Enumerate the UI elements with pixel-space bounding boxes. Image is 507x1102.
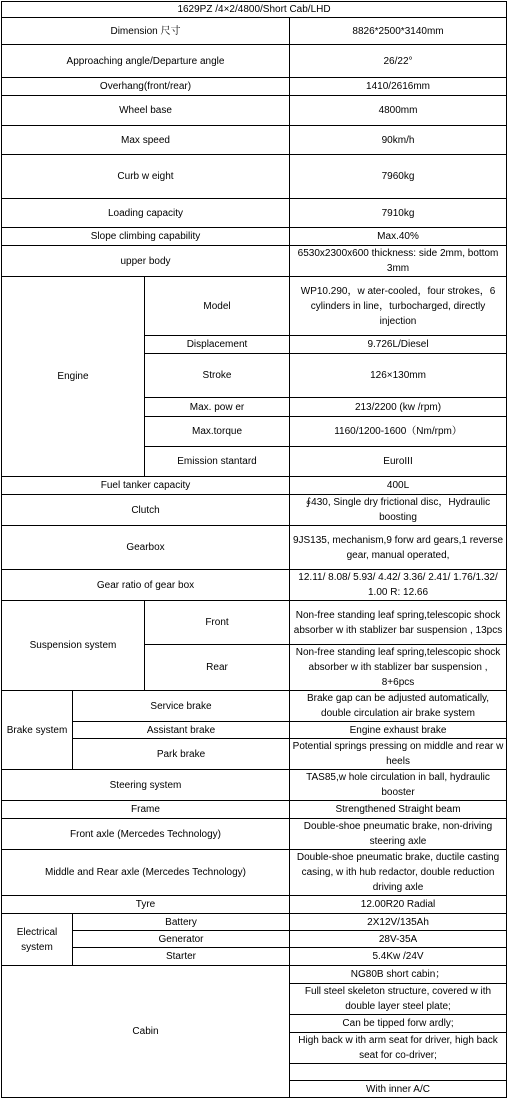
steering-value: TAS85,w hole circulation in ball, hydraulic booster (290, 770, 507, 801)
upper-body-label: upper body (2, 246, 290, 277)
table-row (2, 78, 507, 96)
suspension-rear-value: Non-free standing leaf spring,telescopic shock absorber w ith stablizer bar suspension , 8+6pcs (290, 645, 507, 691)
dimension-label: Dimension 尺寸 (2, 18, 290, 45)
table-row (2, 914, 507, 931)
tyre-label: Tyre (2, 896, 290, 914)
table-row (2, 246, 507, 277)
displacement-value: 9.726L/Diesel (290, 336, 507, 354)
table-title: 1629PZ /4×2/4800/Short Cab/LHD (2, 2, 507, 18)
max-torque-value: 1160/1200-1600（Nm/rpm） (290, 417, 507, 447)
curb-weight-value: 7960kg (290, 155, 507, 199)
rear-axle-value: Double-shoe pneumatic brake, ductile casting casing, w ith hub redactor, double reduction driving axle (290, 850, 507, 896)
wheelbase-label: Wheel base (2, 96, 290, 126)
suspension-label: Suspension system (2, 601, 145, 691)
stroke-value: 126×130mm (290, 354, 507, 398)
electrical-system-label: Electrical system (2, 914, 73, 966)
generator-label: Generator (73, 931, 290, 948)
table-row (2, 199, 507, 228)
starter-value: 5.4Kw /24V (290, 948, 507, 966)
displacement-label: Displacement (145, 336, 290, 354)
table-row (2, 526, 507, 570)
cabin-item: High back w ith arm seat for driver, high back seat for co-driver; (290, 1033, 507, 1064)
frame-label: Frame (2, 801, 290, 819)
suspension-rear-label: Rear (145, 645, 290, 691)
overhang-value: 1410/2616mm (290, 78, 507, 96)
angle-value: 26/22° (290, 45, 507, 78)
table-row (2, 277, 507, 336)
table-row (2, 819, 507, 850)
clutch-value: ∮430, Single dry frictional disc，Hydraulic boosting (290, 495, 507, 526)
frame-value: Strengthened Straight beam (290, 801, 507, 819)
gear-ratio-label: Gear ratio of gear box (2, 570, 290, 601)
emission-value: EuroIII (290, 447, 507, 477)
assistant-brake-label: Assistant brake (73, 722, 290, 739)
table-row (2, 948, 507, 966)
rear-axle-label: Middle and Rear axle (Mercedes Technology) (2, 850, 290, 896)
table-row (2, 228, 507, 246)
table-row (2, 570, 507, 601)
table-row (2, 739, 507, 770)
fuel-label: Fuel tanker capacity (2, 477, 290, 495)
engine-label: Engine (2, 277, 145, 477)
generator-value: 28V-35A (290, 931, 507, 948)
fuel-value: 400L (290, 477, 507, 495)
table-row (2, 850, 507, 896)
table-row (2, 601, 507, 645)
maxspeed-value: 90km/h (290, 126, 507, 155)
cabin-item: Can be tipped forw ardly; (290, 1015, 507, 1033)
max-power-value: 213/2200 (kw /rpm) (290, 398, 507, 417)
table-row (2, 966, 507, 984)
gearbox-label: Gearbox (2, 526, 290, 570)
spec-table (1, 1, 507, 1098)
table-row (2, 2, 507, 18)
table-row (2, 96, 507, 126)
wheelbase-value: 4800mm (290, 96, 507, 126)
suspension-front-label: Front (145, 601, 290, 645)
park-brake-value: Potential springs pressing on middle and rear w heels (290, 739, 507, 770)
gear-ratio-value: 12.11/ 8.08/ 5.93/ 4.42/ 3.36/ 2.41/ 1.76/1.32/ 1.00 R: 12.66 (290, 570, 507, 601)
starter-label: Starter (73, 948, 290, 966)
cabin-item: With inner A/C (290, 1081, 507, 1098)
suspension-front-value: Non-free standing leaf spring,telescopic shock absorber w ith stablizer bar suspension , 13pcs (290, 601, 507, 645)
assistant-brake-value: Engine exhaust brake (290, 722, 507, 739)
gearbox-value: 9JS135, mechanism,9 forw ard gears,1 reverse gear, manual operated, (290, 526, 507, 570)
cabin-item: NG80B short cabin； (290, 966, 507, 984)
angle-label: Approaching angle/Departure angle (2, 45, 290, 78)
engine-model-label: Model (145, 277, 290, 336)
battery-label: Battery (73, 914, 290, 931)
upper-body-value: 6530x2300x600 thickness: side 2mm, bottom 3mm (290, 246, 507, 277)
table-row (2, 691, 507, 722)
tyre-value: 12.00R20 Radial (290, 896, 507, 914)
slope-value: Max.40% (290, 228, 507, 246)
loading-capacity-value: 7910kg (290, 199, 507, 228)
table-row (2, 126, 507, 155)
table-row (2, 722, 507, 739)
table-row (2, 770, 507, 801)
table-row (2, 477, 507, 495)
loading-capacity-label: Loading capacity (2, 199, 290, 228)
table-row (2, 45, 507, 78)
maxspeed-label: Max speed (2, 126, 290, 155)
table-row (2, 18, 507, 45)
table-row (2, 495, 507, 526)
steering-label: Steering system (2, 770, 290, 801)
front-axle-value: Double-shoe pneumatic brake, non-driving steering axle (290, 819, 507, 850)
battery-value: 2X12V/135Ah (290, 914, 507, 931)
front-axle-label: Front axle (Mercedes Technology) (2, 819, 290, 850)
brake-system-label: Brake system (2, 691, 73, 770)
park-brake-label: Park brake (73, 739, 290, 770)
engine-model-value: WP10.290，w ater-cooled，four strokes，6 cylinders in line，turbocharged, directly injection (290, 277, 507, 336)
max-power-label: Max. pow er (145, 398, 290, 417)
clutch-label: Clutch (2, 495, 290, 526)
slope-label: Slope climbing capability (2, 228, 290, 246)
max-torque-label: Max.torque (145, 417, 290, 447)
table-row (2, 155, 507, 199)
cabin-item (290, 1064, 507, 1081)
stroke-label: Stroke (145, 354, 290, 398)
table-row (2, 896, 507, 914)
table-row (2, 801, 507, 819)
cabin-item: Full steel skeleton structure, covered w ith double layer steel plate; (290, 984, 507, 1015)
overhang-label: Overhang(front/rear) (2, 78, 290, 96)
cabin-label: Cabin (2, 966, 290, 1098)
service-brake-value: Brake gap can be adjusted automatically, double circulation air brake system (290, 691, 507, 722)
table-row (2, 931, 507, 948)
curb-weight-label: Curb w eight (2, 155, 290, 199)
service-brake-label: Service brake (73, 691, 290, 722)
emission-label: Emission stantard (145, 447, 290, 477)
dimension-value: 8826*2500*3140mm (290, 18, 507, 45)
